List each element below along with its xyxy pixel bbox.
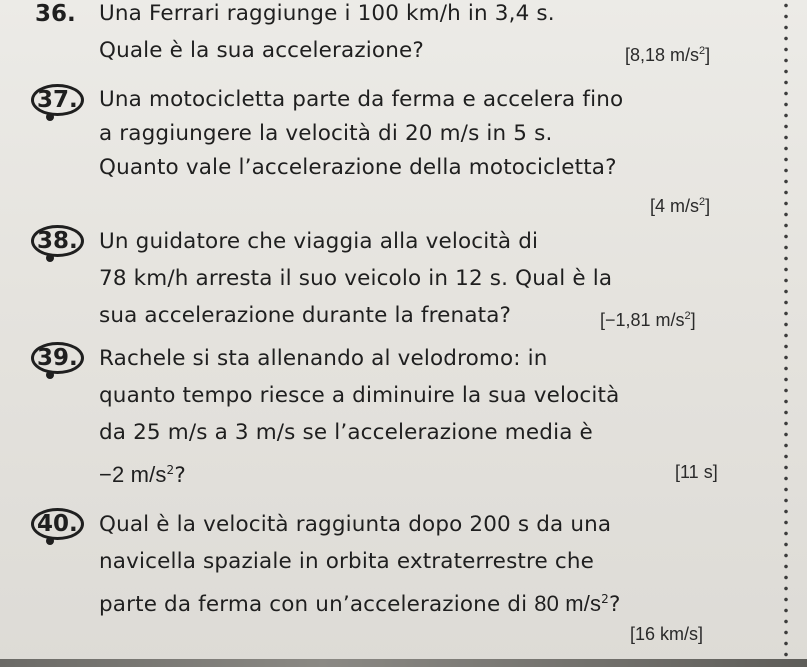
problem-text-line: da 25 m/s a 3 m/s se l’accelerazione media è	[99, 420, 593, 445]
difficulty-dot-icon	[46, 113, 54, 121]
problem-answer: [11 s]	[675, 462, 718, 482]
problem-text-line: Quanto vale l’accelerazione della motocicletta?	[99, 155, 617, 180]
problem-text-line: Qual è la velocità raggiunta dopo 200 s da una	[99, 512, 612, 537]
problem-text-line: Un guidatore che viaggia alla velocità di	[99, 229, 539, 254]
problem-text-line: 78 km/h arresta il suo veicolo in 12 s. Qual è la	[99, 266, 613, 291]
problem-number: 37.	[31, 84, 84, 116]
problem-text-line: quanto tempo riesce a diminuire la sua velocità	[99, 383, 620, 408]
margin-dot-rule	[783, 0, 789, 667]
problem-text-line: Una motocicletta parte da ferma e accelera fino	[99, 87, 624, 112]
problem-answer: [8,18 $m/s^2$]	[625, 45, 711, 65]
difficulty-dot-icon	[46, 537, 54, 545]
difficulty-dot-icon	[46, 371, 54, 379]
problem-text-line: Quale è la sua accelerazione?	[99, 38, 424, 63]
problem-text-line: sua accelerazione durante la frenata?	[99, 303, 512, 328]
problem-answer: [−1,81 $m/s^2$]	[600, 310, 696, 330]
problem-number: 38.	[31, 225, 84, 257]
problem-text-line: parte da ferma con un’accelerazione di 80 $m/s^2$?	[99, 591, 621, 618]
page-bottom-edge	[0, 659, 807, 667]
problem-text-line: −2 $m/s^2$?	[99, 462, 186, 489]
problem-text-line: a raggiungere la velocità di 20 m/s in 5 s.	[99, 121, 553, 146]
problem-text-line: navicella spaziale in orbita extraterrestre che	[99, 549, 594, 574]
problem-answer: [16 km/s]	[630, 624, 704, 644]
problem-number: 40.	[31, 508, 84, 540]
problem-answer: [4 $m/s^2$]	[650, 196, 711, 216]
problem-text-line: Una Ferrari raggiunge i 100 km/h in 3,4 s.	[99, 1, 555, 26]
problem-number: 36.	[35, 1, 76, 27]
difficulty-dot-icon	[46, 254, 54, 262]
problem-text-line: Rachele si sta allenando al velodromo: in	[99, 346, 548, 371]
problem-number: 39.	[31, 342, 84, 374]
